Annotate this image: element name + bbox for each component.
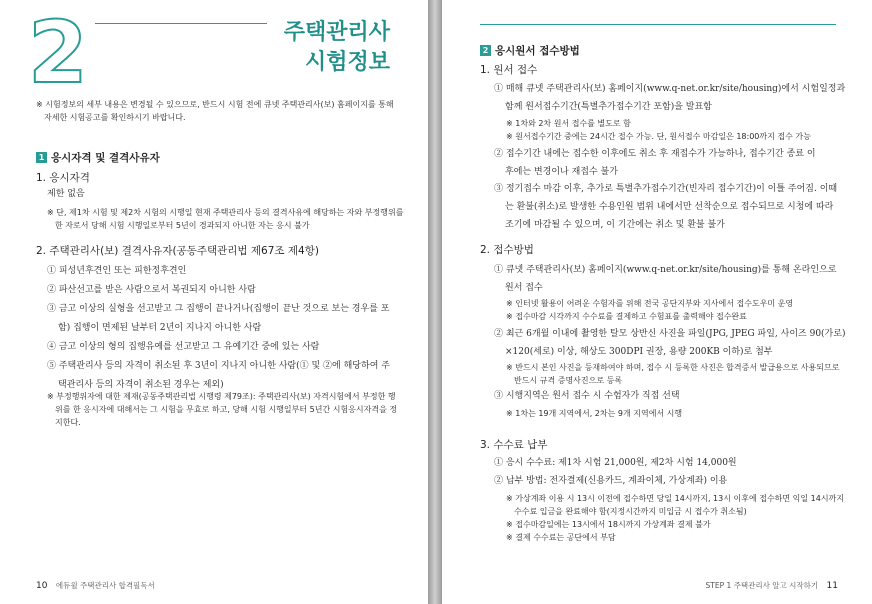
- step-line: 후에는 변경이나 재접수 불가: [505, 167, 618, 177]
- method-line: 원서 접수: [505, 283, 543, 293]
- note: [47, 390, 412, 429]
- heading-3: 3. 수수료 납부: [480, 439, 548, 451]
- section-title: 응시자격 및 결격사유자: [51, 152, 160, 164]
- step-1: [494, 80, 864, 116]
- note-line: 위를 한 응시자에 대해서는 그 시험을 무효로 하고, 당해 시험 시행일부터 5년간 시험응시자격을 정: [55, 405, 398, 414]
- step-line: 함께 원서접수기간(특별추가접수기간 포함)을 발표함: [505, 102, 712, 112]
- note-line: ※ 단, 제1차 시험 및 제2차 시험의 시행일 현재 주택관리사 등의 결격사유에 해당하는 자와 부정행위를: [47, 208, 404, 217]
- fee-1: ① 응시 수수료: 제1차 시험 21,000원, 제2차 시험 14,000원: [494, 458, 737, 468]
- disqualification-list: [47, 262, 412, 395]
- method-line: ② 최근 6개월 이내에 촬영한 탈모 상반신 사진을 파일(JPG, JPEG 파일, 사이즈 90(가로): [494, 329, 846, 339]
- note-line: ※ 접수마감 시각까지 수수료를 결제하고 수험표를 출력해야 접수완료: [506, 312, 747, 321]
- step-line: ① 매해 큐넷 주택관리사(보) 홈페이지(www.q-net.or.kr/site/housing)에서 시험일정과: [494, 84, 846, 94]
- footer: [706, 580, 838, 591]
- paragraph: 제한 없음: [47, 189, 85, 199]
- page-number: 10: [36, 581, 48, 591]
- heading-2: 2. 주택관리사(보) 결격사유자(공동주택관리법 제67조 제4항): [36, 245, 319, 257]
- list-item: ⑤ 주택관리사 등의 자격이 취소된 후 3년이 지나지 아니한 사람(① 및 ②에 해당하여 주: [47, 361, 390, 371]
- left-page: [0, 0, 428, 604]
- note-line: ※ 부정행위자에 대한 제재(공동주택관리법 시행령 제79조): 주택관리사(보) 자격시험에서 부정한 행: [47, 392, 396, 401]
- divider-line: [480, 24, 836, 25]
- section-heading: [36, 150, 160, 165]
- step-line: 는 환불(취소)로 발생한 수용인원 범위 내에서만 선착순으로 접수되므로 시청에 따라: [505, 202, 834, 212]
- section-badge: 1: [36, 152, 47, 163]
- notice: [36, 98, 406, 124]
- note: [506, 117, 861, 143]
- note: [506, 297, 861, 323]
- heading-2: 2. 접수방법: [480, 244, 534, 256]
- note-line: 반드시 규격 증명사진으로 등록: [514, 376, 623, 385]
- chapter-title-line-2: 시험정보: [304, 50, 390, 75]
- step-line: 조기에 마감될 수 있으며, 이 기간에는 취소 및 환불 불가: [505, 220, 725, 230]
- footer-text: 에듀윌 주택관리사 합격필독서: [55, 581, 155, 590]
- section-badge: 2: [480, 45, 491, 56]
- fee-2: ② 납부 방법: 전자결제(신용카드, 계좌이체, 가상계좌) 이용: [494, 476, 728, 486]
- note-line: 수수료 입금을 완료해야 함(지정시간까지 미입금 시 접수가 취소됨): [514, 507, 747, 516]
- step-3: [494, 180, 864, 234]
- section-heading: [480, 43, 580, 58]
- list-item: 함) 집행이 면제된 날부터 2년이 지나지 아니한 사람: [58, 323, 262, 333]
- book-gutter: [428, 0, 442, 604]
- notice-line: 자세한 시험공고를 확인하시기 바랍니다.: [44, 113, 186, 122]
- note-line: ※ 원서접수기간 중에는 24시간 접수 가능. 단, 원서접수 마감일은 18:00까지 접수 가능: [506, 132, 811, 141]
- step-line: ③ 정기접수 마감 이후, 추가로 특별추가접수기간(빈자리 접수기간)이 이틀 주어짐. 이때: [494, 184, 838, 194]
- method-1: [494, 261, 864, 297]
- notice-line: ※ 시험정보의 세부 내용은 변경될 수 있으므로, 반드시 시험 전에 큐넷 주택관리사(보) 홈페이지를 통해: [36, 100, 394, 109]
- note-line: ※ 반드시 본인 사진을 등재하여야 하며, 접수 시 등록한 사진은 합격증서 발급용으로 사용되므로: [506, 363, 840, 372]
- section-title: 응시원서 접수방법: [495, 45, 580, 57]
- note: [506, 492, 866, 544]
- heading-1: 1. 응시자격: [36, 172, 90, 184]
- footer: [36, 580, 155, 591]
- list-item: ③ 금고 이상의 실형을 선고받고 그 집행이 끝나거나(집행이 끝난 것으로 보는 경우를 포: [47, 304, 390, 314]
- note-line: ※ 1차와 2차 원서 접수를 별도로 함: [506, 119, 631, 128]
- note-line: ※ 인터넷 활용이 어려운 수험자를 위해 전국 공단지부와 지사에서 접수도우미 운영: [506, 299, 794, 308]
- footer-text: STEP 1 주택관리사 알고 시작하기: [705, 581, 819, 590]
- step-2: [494, 145, 864, 181]
- note: [506, 361, 861, 387]
- note-line: ※ 결제 수수료는 공단에서 부담: [506, 533, 616, 542]
- method-line: ① 큐넷 주택관리사(보) 홈페이지(www.q-net.or.kr/site/housing)를 통해 온라인으로: [494, 265, 837, 275]
- right-page: [442, 0, 872, 604]
- divider-line: [95, 23, 267, 24]
- chapter-title: [284, 18, 390, 78]
- note-line: ※ 접수마감일에는 13시에서 18시까지 가상계좌 결제 불가: [506, 520, 711, 529]
- note-line: 지한다.: [55, 418, 81, 427]
- list-item: 택관리사 등의 자격이 취소된 경우는 제외): [58, 380, 224, 390]
- page-number: 11: [826, 581, 838, 591]
- note-line: 한 자로서 당해 시험 시행일로부터 5년이 경과되지 아니한 자는 응시 불가: [55, 221, 310, 230]
- note-line: ※ 가상계좌 이용 시 13시 이전에 접수하면 당일 14시까지, 13시 이후에 접수하면 익일 14시까지: [506, 494, 845, 503]
- heading-1: 1. 원서 접수: [480, 64, 538, 76]
- method-3: ③ 시행지역은 원서 접수 시 수험자가 직접 선택: [494, 391, 680, 401]
- list-item: ② 파산선고를 받은 사람으로서 복권되지 아니한 사람: [47, 285, 256, 295]
- list-item: ① 피성년후견인 또는 피한정후견인: [47, 266, 187, 276]
- method-2: [494, 325, 864, 361]
- chapter-title-line-1: 주택관리사: [283, 20, 390, 45]
- note: ※ 1차는 19개 지역에서, 2차는 9개 지역에서 시행: [506, 409, 683, 418]
- method-line: ×120(세로) 이상, 해상도 300DPI 권장, 용량 200KB 이하)로 첨부: [505, 347, 773, 357]
- chapter-number: 2: [28, 3, 88, 103]
- list-item: ④ 금고 이상의 형의 집행유예를 선고받고 그 유예기간 중에 있는 사람: [47, 342, 320, 352]
- step-line: ② 접수기간 내에는 접수한 이후에도 취소 후 재접수가 가능하나, 접수기간 종료 이: [494, 149, 816, 159]
- note: [47, 206, 407, 232]
